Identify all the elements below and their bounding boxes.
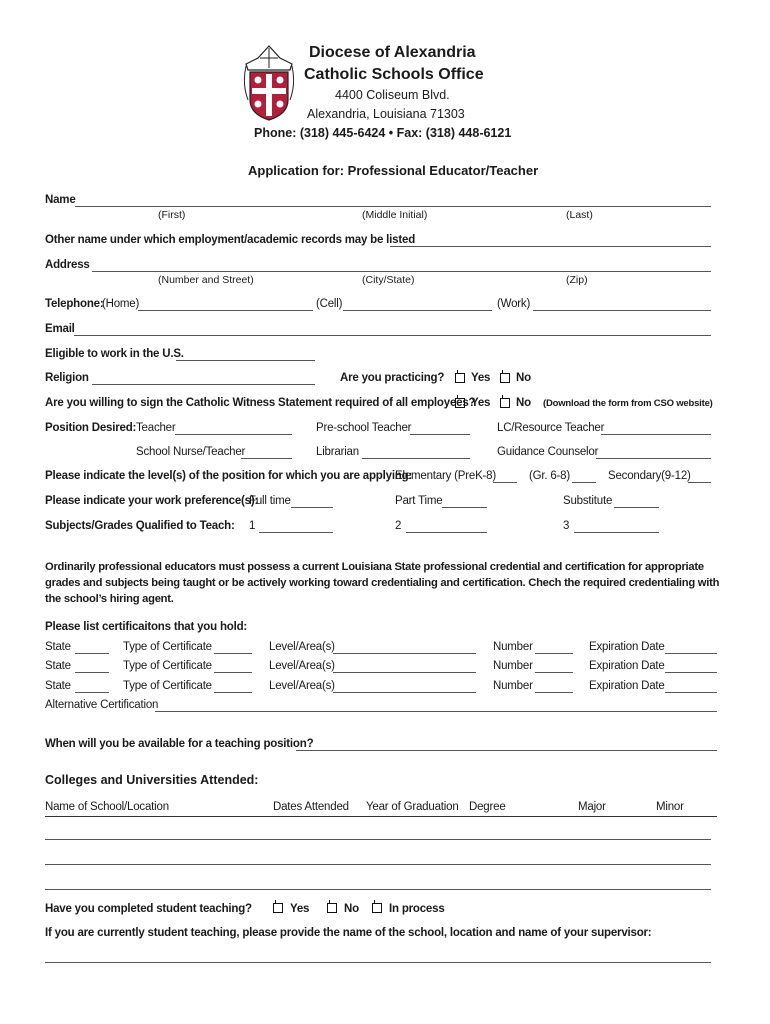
full-time-label: Full time [249,495,291,507]
college-col-major: Major [578,801,606,813]
substitute-label: Substitute [563,495,613,507]
cert-type-label: Type of Certificate [123,660,212,672]
substitute-field[interactable] [614,507,659,508]
full-time-field[interactable] [291,507,333,508]
home-phone-field[interactable] [138,310,313,311]
practicing-yes-label: Yes [471,372,491,384]
cert-number-field[interactable] [535,653,573,654]
middle-grades-label: (Gr. 6-8) [529,470,571,482]
witness-no-checkbox[interactable] [500,398,510,408]
cert-level-field[interactable] [333,653,476,654]
student-teaching-no-label: No [344,903,359,915]
available-label: When will you be available for a teaching position? [45,738,314,750]
telephone-label: Telephone: [45,298,104,310]
address-line-2: Alexandria, Louisiana 71303 [307,107,465,121]
witness-no-label: No [516,397,531,409]
cert-state-field[interactable] [75,672,109,673]
address-field[interactable] [92,271,711,272]
credential-notice: Ordinarily professional educators must possess a current Louisiana State professional credential and certification for appropriate grades and subjects being taught or be actively working toward credentialing and certification. Chech the required credentialing with the school’s hiring agent. [45,561,720,605]
cert-state-field[interactable] [75,653,109,654]
college-col-degree: Degree [469,801,506,813]
teacher-field[interactable] [175,434,292,435]
cert-state-field[interactable] [75,692,109,693]
preference-label: Please indicate your work preference(s): [45,495,259,507]
witness-yes-label: Yes [471,397,491,409]
email-field[interactable] [74,335,711,336]
cert-expiration-field[interactable] [665,692,717,693]
librarian-label: Librarian [316,446,359,458]
secondary-field[interactable] [688,482,711,483]
college-col-school: Name of School/Location [45,801,169,813]
middle-grades-field[interactable] [572,482,596,483]
form-title: Application for: Professional Educator/Teacher [248,163,539,178]
certs-heading: Please list certificaitons that you hold: [45,621,248,633]
student-teaching-process-checkbox[interactable] [372,903,382,913]
practicing-question: Are you practicing? [340,372,445,384]
supervisor-field[interactable] [45,962,711,963]
part-time-label: Part Time [395,495,443,507]
alt-cert-field[interactable] [155,711,717,712]
cert-type-label: Type of Certificate [123,680,212,692]
cert-number-label: Number [493,660,533,672]
contact-line: Phone: (318) 445-6424 • Fax: (318) 448-6121 [254,126,512,140]
cert-level-label: Level/Area(s) [269,680,335,692]
college-entry-line[interactable] [45,889,711,890]
zip-caption: (Zip) [566,274,588,286]
work-phone-label: (Work) [497,298,531,310]
cert-level-label: Level/Area(s) [269,641,335,653]
last-caption: (Last) [566,209,593,221]
available-field[interactable] [296,750,717,751]
email-label: Email [45,323,75,335]
cert-type-field[interactable] [214,672,252,673]
lc-resource-field[interactable] [601,434,711,435]
practicing-no-label: No [516,372,531,384]
cell-phone-field[interactable] [343,310,492,311]
college-col-minor: Minor [656,801,684,813]
eligible-field[interactable] [176,360,315,361]
subject-3-label: 3 [563,520,570,532]
student-teaching-process-label: In process [389,903,445,915]
librarian-field[interactable] [362,458,470,459]
practicing-yes-checkbox[interactable] [455,373,465,383]
lc-resource-label: LC/Resource Teacher [497,422,605,434]
college-entry-line[interactable] [45,839,711,840]
cert-expiration-label: Expiration Date [589,660,665,672]
cert-level-field[interactable] [333,672,476,673]
student-teaching-no-checkbox[interactable] [327,903,337,913]
elementary-field[interactable] [493,482,517,483]
guidance-label: Guidance Counselor [497,446,599,458]
elementary-label: Elementary (PreK-8) [395,470,497,482]
name-label: Name [45,194,76,206]
witness-question: Are you willing to sign the Catholic Witness Statement required of all employees? [45,397,476,409]
religion-field[interactable] [92,384,315,385]
position-label: Position Desired: [45,422,137,434]
cert-number-label: Number [493,641,533,653]
preschool-field[interactable] [410,434,470,435]
teacher-label: Teacher [136,422,176,434]
other-name-field[interactable] [390,246,711,247]
practicing-no-checkbox[interactable] [500,373,510,383]
cert-expiration-field[interactable] [665,653,717,654]
diocese-logo-icon [240,44,298,122]
nurse-label: School Nurse/Teacher [136,446,246,458]
cert-state-label: State [45,641,71,653]
secondary-label: Secondary(9-12) [608,470,691,482]
cert-state-label: State [45,660,71,672]
student-teaching-question: Have you completed student teaching? [45,903,252,915]
work-phone-field[interactable] [533,310,711,311]
subject-2-field[interactable] [406,532,487,533]
nurse-field[interactable] [241,458,292,459]
middle-caption: (Middle Initial) [362,209,428,221]
supervisor-question: If you are currently student teaching, please provide the name of the school, location and name of your supervisor: [45,927,652,939]
cert-state-label: State [45,680,71,692]
org-name: Diocese of Alexandria [309,44,476,61]
city-caption: (City/State) [362,274,415,286]
cert-number-label: Number [493,680,533,692]
guidance-field[interactable] [596,458,711,459]
college-entry-line[interactable] [45,864,711,865]
subject-3-field[interactable] [574,532,659,533]
name-field[interactable] [75,206,711,207]
cert-level-field[interactable] [333,692,476,693]
other-name-label: Other name under which employment/academic records may be listed [45,234,416,246]
office-name: Catholic Schools Office [304,66,484,83]
street-caption: (Number and Street) [158,274,254,286]
cert-expiration-label: Expiration Date [589,641,665,653]
cert-level-label: Level/Area(s) [269,660,335,672]
eligible-label: Eligible to work in the U.S. [45,348,184,360]
first-caption: (First) [158,209,186,221]
witness-note: (Download the form from CSO website) [543,398,713,409]
cert-expiration-label: Expiration Date [589,680,665,692]
levels-label: Please indicate the level(s) of the position for which you are applying: [45,470,413,482]
student-teaching-yes-label: Yes [290,903,310,915]
cert-type-label: Type of Certificate [123,641,212,653]
college-header-rule [45,816,717,817]
college-col-dates: Dates Attended [273,801,349,813]
part-time-field[interactable] [442,507,487,508]
preschool-label: Pre-school Teacher [316,422,412,434]
student-teaching-yes-checkbox[interactable] [273,903,283,913]
cert-expiration-field[interactable] [665,672,717,673]
cert-type-field[interactable] [214,692,252,693]
subjects-label: Subjects/Grades Qualified to Teach: [45,520,235,532]
cert-number-field[interactable] [535,692,573,693]
address-line-1: 4400 Coliseum Blvd. [335,88,450,102]
colleges-heading: Colleges and Universities Attended: [45,773,259,787]
cert-type-field[interactable] [214,653,252,654]
address-label: Address [45,259,90,271]
subject-2-label: 2 [395,520,402,532]
subject-1-field[interactable] [259,532,333,533]
subject-1-label: 1 [249,520,256,532]
cell-phone-label: (Cell) [316,298,343,310]
cert-number-field[interactable] [535,672,573,673]
home-phone-label: (Home) [102,298,140,310]
religion-label: Religion [45,372,89,384]
witness-yes-checkbox[interactable] [455,398,465,408]
alt-cert-label: Alternative Certification [45,699,159,711]
college-col-grad-year: Year of Graduation [366,801,459,813]
